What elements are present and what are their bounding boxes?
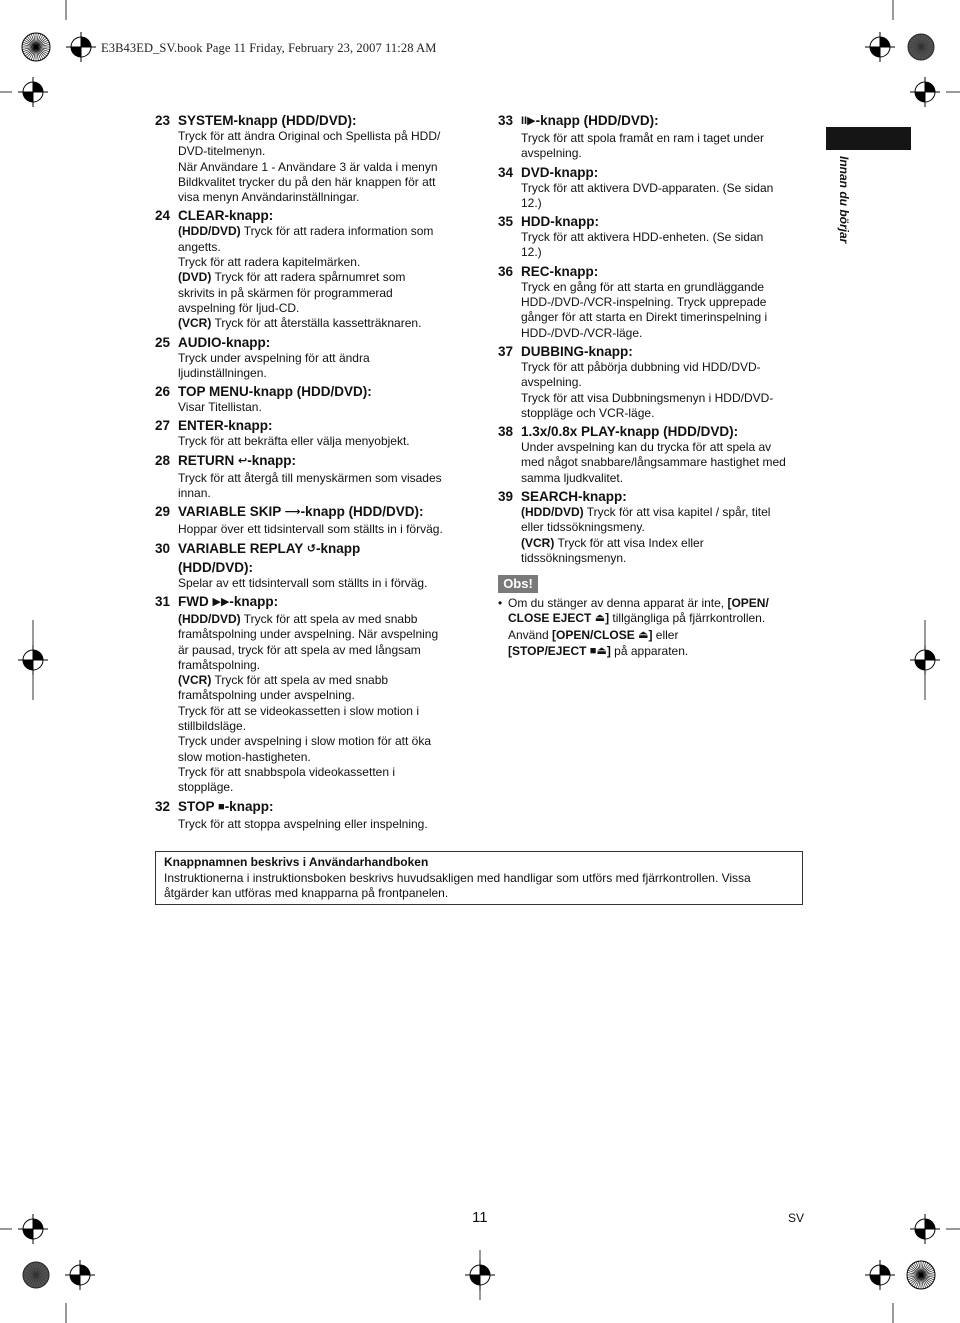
obs-text-bold: ] <box>648 627 653 642</box>
mode-label: (HDD/DVD) <box>178 224 241 239</box>
heading-text: REC-knapp: <box>521 263 599 279</box>
heading-text: DVD-knapp: <box>521 164 599 180</box>
list-item <box>155 112 475 205</box>
heading-text: VARIABLE SKIP <box>178 504 285 520</box>
heading-text: STOP <box>178 798 219 814</box>
obs-note <box>498 596 798 660</box>
description-text: Tryck för att radera information som <box>240 224 434 239</box>
description-line: 12.) <box>521 245 542 260</box>
description-line: HDD-/DVD-/VCR-läge. <box>521 325 643 340</box>
description-line: Tryck en gång för att starta en grundläggande <box>521 279 765 294</box>
obs-text-bold: ] <box>606 643 611 658</box>
description-line: Spelar av ett tidsintervall som ställts in i förväg. <box>178 575 428 590</box>
description-line: avspelning. <box>521 375 582 390</box>
description-line: gånger för att starta en Direkt timerinspelning i <box>521 310 768 325</box>
description-line <box>178 765 475 780</box>
description-line <box>178 658 475 673</box>
info-box <box>155 851 803 905</box>
item-number: 27 <box>155 418 171 434</box>
info-box-text: Instruktionerna i instruktionsboken beskrivs huvudsakligen med handligar som utförs med fjärrkontrollen. Vissa åtgärder kan utföras med knapparna på frontpanelen. <box>164 870 751 900</box>
description-line: visa menyn Användarinställningar. <box>178 190 360 205</box>
description-line: Tryck för att stoppa avspelning eller inspelning. <box>178 816 428 831</box>
item-description <box>178 351 475 382</box>
stop-eject-icon: ■⏏ <box>589 644 607 657</box>
obs-text: eller <box>652 627 679 642</box>
list-item <box>498 423 808 486</box>
item-description <box>178 471 475 502</box>
item-description <box>521 131 808 162</box>
item-description <box>521 360 808 421</box>
item-heading <box>521 213 808 230</box>
item-heading <box>178 417 475 434</box>
description-text: Tryck för att spela av med snabb <box>240 611 418 626</box>
description-line: Tryck för att ändra Original och Spellista på HDD/ <box>178 129 441 143</box>
item-number: 34 <box>498 164 514 180</box>
heading-text: -knapp: <box>229 593 279 609</box>
description-line: 12.) <box>521 195 542 210</box>
description-line <box>178 270 475 285</box>
item-number: 32 <box>155 798 171 814</box>
description-text: stoppläge. <box>178 780 234 795</box>
mode-label: (VCR) <box>521 535 555 550</box>
button-symbol-icon: ■ <box>218 800 225 813</box>
item-number: 31 <box>155 593 171 609</box>
item-number: 35 <box>498 214 514 230</box>
description-text: eller tidssökningsmeny. <box>521 520 645 535</box>
description-text: Tryck under avspelning i slow motion för att öka <box>178 734 432 749</box>
mode-label: (HDD/DVD) <box>178 611 241 626</box>
list-item <box>155 417 475 449</box>
button-symbol-icon: ↩ <box>238 454 248 467</box>
description-line: HDD-/DVD-/VCR-inspelning. Tryck upprepade <box>521 295 767 310</box>
button-symbol-icon: ⟶ <box>284 506 301 519</box>
description-line <box>521 551 808 566</box>
heading-text: 1.3x/0.8x PLAY-knapp (HDD/DVD): <box>521 424 739 440</box>
item-heading <box>521 343 808 360</box>
description-line: Tryck för att aktivera HDD-enheten. (Se sidan <box>521 230 764 245</box>
heading-text: HDD-knapp: <box>521 214 599 230</box>
description-line: Tryck för att spola framåt en ram i taget under <box>521 131 764 145</box>
item-number: 36 <box>498 263 514 279</box>
info-box-title: Knappnamnen beskrivs i Användarhandboken <box>164 855 429 869</box>
description-line <box>178 255 475 270</box>
list-item <box>155 207 475 331</box>
obs-text-bold: [STOP/EJECT <box>508 643 590 658</box>
item-number: 25 <box>155 334 171 350</box>
item-heading <box>178 207 475 224</box>
heading-text: SYSTEM-knapp (HDD/DVD): <box>178 113 357 128</box>
item-heading: (HDD/DVD): <box>178 559 253 575</box>
language-code: SV <box>788 1211 805 1225</box>
item-heading <box>521 112 808 131</box>
list-item <box>155 798 475 832</box>
description-line <box>178 780 475 795</box>
description-line: Tryck för att påbörja dubbning vid HDD/DVD- <box>521 359 761 374</box>
button-symbol-icon: ▶▶ <box>212 595 230 608</box>
item-number: 33 <box>498 113 514 128</box>
description-text: Tryck för att spela av med snabb <box>211 673 389 688</box>
description-line <box>178 301 475 316</box>
list-item <box>498 213 808 261</box>
obs-text-bold: ] <box>605 611 610 626</box>
item-heading <box>178 798 475 817</box>
item-heading <box>521 488 808 505</box>
heading-text: -knapp <box>316 540 361 556</box>
heading-text: DUBBING-knapp: <box>521 343 633 359</box>
item-number: 24 <box>155 208 171 224</box>
list-item <box>498 112 808 162</box>
description-text: framåtspolning. <box>178 657 261 672</box>
heading-text: -knapp: <box>247 452 296 468</box>
item-number: 29 <box>155 504 171 520</box>
heading-text: CLEAR-knapp: <box>178 208 274 224</box>
left-column <box>155 112 475 834</box>
item-description <box>521 505 808 566</box>
heading-text: -knapp: <box>224 798 274 814</box>
obs-text-bold: [OPEN/CLOSE <box>552 627 639 642</box>
right-column <box>498 112 808 568</box>
description-line: Under avspelning kan du trycka för att spela av <box>521 440 772 455</box>
item-heading <box>178 452 475 471</box>
description-line <box>178 643 475 658</box>
obs-text: på apparaten. <box>610 643 689 658</box>
eject-icon: ⏏ <box>594 612 606 625</box>
description-line <box>178 750 475 765</box>
item-number: 38 <box>498 424 514 440</box>
description-line <box>178 627 475 642</box>
description-text: är pausad, tryck för att spela av med långsam <box>178 642 421 657</box>
description-text: Tryck för att visa Index eller <box>554 535 704 550</box>
list-item <box>498 488 808 566</box>
item-description <box>178 400 475 415</box>
heading-text: TOP MENU-knapp (HDD/DVD): <box>178 384 372 400</box>
section-tab-label: Innan du börjar <box>837 156 851 244</box>
heading-text: -knapp (HDD/DVD): <box>300 504 424 520</box>
item-description <box>178 434 475 449</box>
item-description <box>178 817 475 832</box>
item-description <box>521 230 808 261</box>
item-description <box>521 280 808 341</box>
description-line: ljudinställningen. <box>178 365 267 380</box>
page-number: 11 <box>472 1209 488 1226</box>
description-text: skrivits in på skärmen för programmerad <box>178 285 393 300</box>
description-line: När Användare 1 - Användare 3 är valda i menyn <box>178 159 438 174</box>
item-number: 26 <box>155 384 171 400</box>
obs-text: Om du stänger av denna apparat är inte, <box>508 596 728 610</box>
list-item <box>155 593 475 796</box>
description-line: innan. <box>178 486 211 501</box>
heading-text: FWD <box>178 593 213 609</box>
heading-text: RETURN <box>178 452 238 468</box>
list-item <box>155 383 475 415</box>
list-item <box>498 343 808 421</box>
item-description <box>521 440 808 486</box>
heading-text: VARIABLE REPLAY <box>178 540 307 556</box>
description-text: Tryck för att snabbspola videokassetten i <box>178 764 395 779</box>
description-text: Tryck för att radera spårnumret som <box>211 270 406 285</box>
description-line: samma ljudkvalitet. <box>521 470 624 485</box>
item-number: 28 <box>155 452 171 468</box>
obs-text-bold: [OPEN/ <box>727 596 769 610</box>
button-symbol-icon: ↺ <box>306 542 316 555</box>
mode-label: (DVD) <box>178 270 212 285</box>
item-heading <box>521 263 808 280</box>
item-heading <box>178 503 475 522</box>
description-text: framåtspolning under avspelning. <box>178 688 355 703</box>
description-line <box>521 505 808 520</box>
section-tab <box>826 127 911 150</box>
description-text: slow motion-hastigheten. <box>178 749 311 764</box>
description-line: Visar Titellistan. <box>178 400 262 415</box>
description-line: Bildkvalitet trycker du på den här knappen för att <box>178 174 436 189</box>
item-heading <box>521 164 808 181</box>
eject-icon: ⏏ <box>638 628 649 641</box>
item-heading <box>178 334 475 351</box>
item-number: 30 <box>155 540 171 556</box>
list-item <box>155 540 475 591</box>
description-line <box>178 240 475 255</box>
item-heading <box>178 540 475 559</box>
item-description <box>178 612 475 796</box>
print-header: E3B43ED_SV.book Page 11 Friday, February 23, 2007 11:28 AM <box>101 41 437 55</box>
description-line <box>178 704 475 719</box>
description-line: avspelning. <box>521 146 582 161</box>
description-text: tidssökningsmenyn. <box>521 550 627 565</box>
description-line: Tryck för att bekräfta eller välja menyobjekt. <box>178 434 410 449</box>
description-line: Tryck för att visa Dubbningsmenyn i HDD/DVD- <box>521 390 774 405</box>
description-text: stillbildsläge. <box>178 719 247 734</box>
item-heading <box>521 423 808 440</box>
list-item <box>155 334 475 382</box>
description-line <box>178 224 475 239</box>
item-description <box>178 522 475 537</box>
list-item <box>498 164 808 212</box>
description-line <box>178 719 475 734</box>
description-line: Hoppar över ett tidsintervall som ställts in i förväg. <box>178 522 443 537</box>
description-line: med något snabbare/långsammare hastighet med <box>521 455 786 470</box>
item-heading <box>178 593 475 612</box>
description-line <box>178 316 475 331</box>
item-description <box>178 129 475 205</box>
obs-text: Använd <box>508 627 553 642</box>
description-text: framåtspolning under avspelning. När avspelning <box>178 627 439 642</box>
description-text: Tryck för att se videokassetten i slow motion i <box>178 703 419 718</box>
mode-label: (HDD/DVD) <box>521 505 584 520</box>
description-line: Tryck under avspelning för att ändra <box>178 350 370 365</box>
mode-label: (VCR) <box>178 673 212 688</box>
item-heading <box>178 112 475 129</box>
mode-label: (VCR) <box>178 316 212 331</box>
item-description <box>178 576 475 591</box>
description-line <box>178 612 475 627</box>
bullet: • <box>498 596 503 610</box>
item-number: 37 <box>498 343 514 359</box>
description-text: angetts. <box>178 239 221 254</box>
list-item <box>155 503 475 537</box>
description-line: stoppläge och VCR-läge. <box>521 405 655 420</box>
item-description <box>178 224 475 331</box>
description-line: DVD-titelmenyn. <box>178 144 266 159</box>
list-item <box>155 452 475 502</box>
button-symbol-icon: II▶ <box>521 115 536 127</box>
item-heading <box>178 383 475 400</box>
item-description <box>521 181 808 212</box>
obs-text-bold: CLOSE EJECT <box>508 611 595 626</box>
description-line <box>178 734 475 749</box>
description-line <box>178 286 475 301</box>
heading-text: -knapp (HDD/DVD): <box>535 113 659 128</box>
list-item <box>498 263 808 341</box>
heading-text: ENTER-knapp: <box>178 418 273 434</box>
description-line <box>521 520 808 535</box>
description-line <box>178 688 475 703</box>
heading-text: AUDIO-knapp: <box>178 334 271 350</box>
heading-text: SEARCH-knapp: <box>521 489 627 505</box>
description-line <box>178 673 475 688</box>
description-line: Tryck för att återgå till menyskärmen som visades <box>178 470 442 485</box>
description-line: Tryck för att aktivera DVD-apparaten. (Se sidan <box>521 180 774 195</box>
item-number: 23 <box>155 113 171 128</box>
description-text: Tryck för att radera kapitelmärken. <box>178 255 361 270</box>
description-line <box>521 536 808 551</box>
obs-badge: Obs! <box>498 575 538 593</box>
description-text: Tryck för att visa kapitel / spår, titel <box>583 505 771 520</box>
description-text: avspelning för ljud-CD. <box>178 300 300 315</box>
item-number: 39 <box>498 489 514 505</box>
obs-text: tillgängliga på fjärrkontrollen. <box>609 611 766 626</box>
description-text: Tryck för att återställa kassetträknaren. <box>211 316 422 331</box>
